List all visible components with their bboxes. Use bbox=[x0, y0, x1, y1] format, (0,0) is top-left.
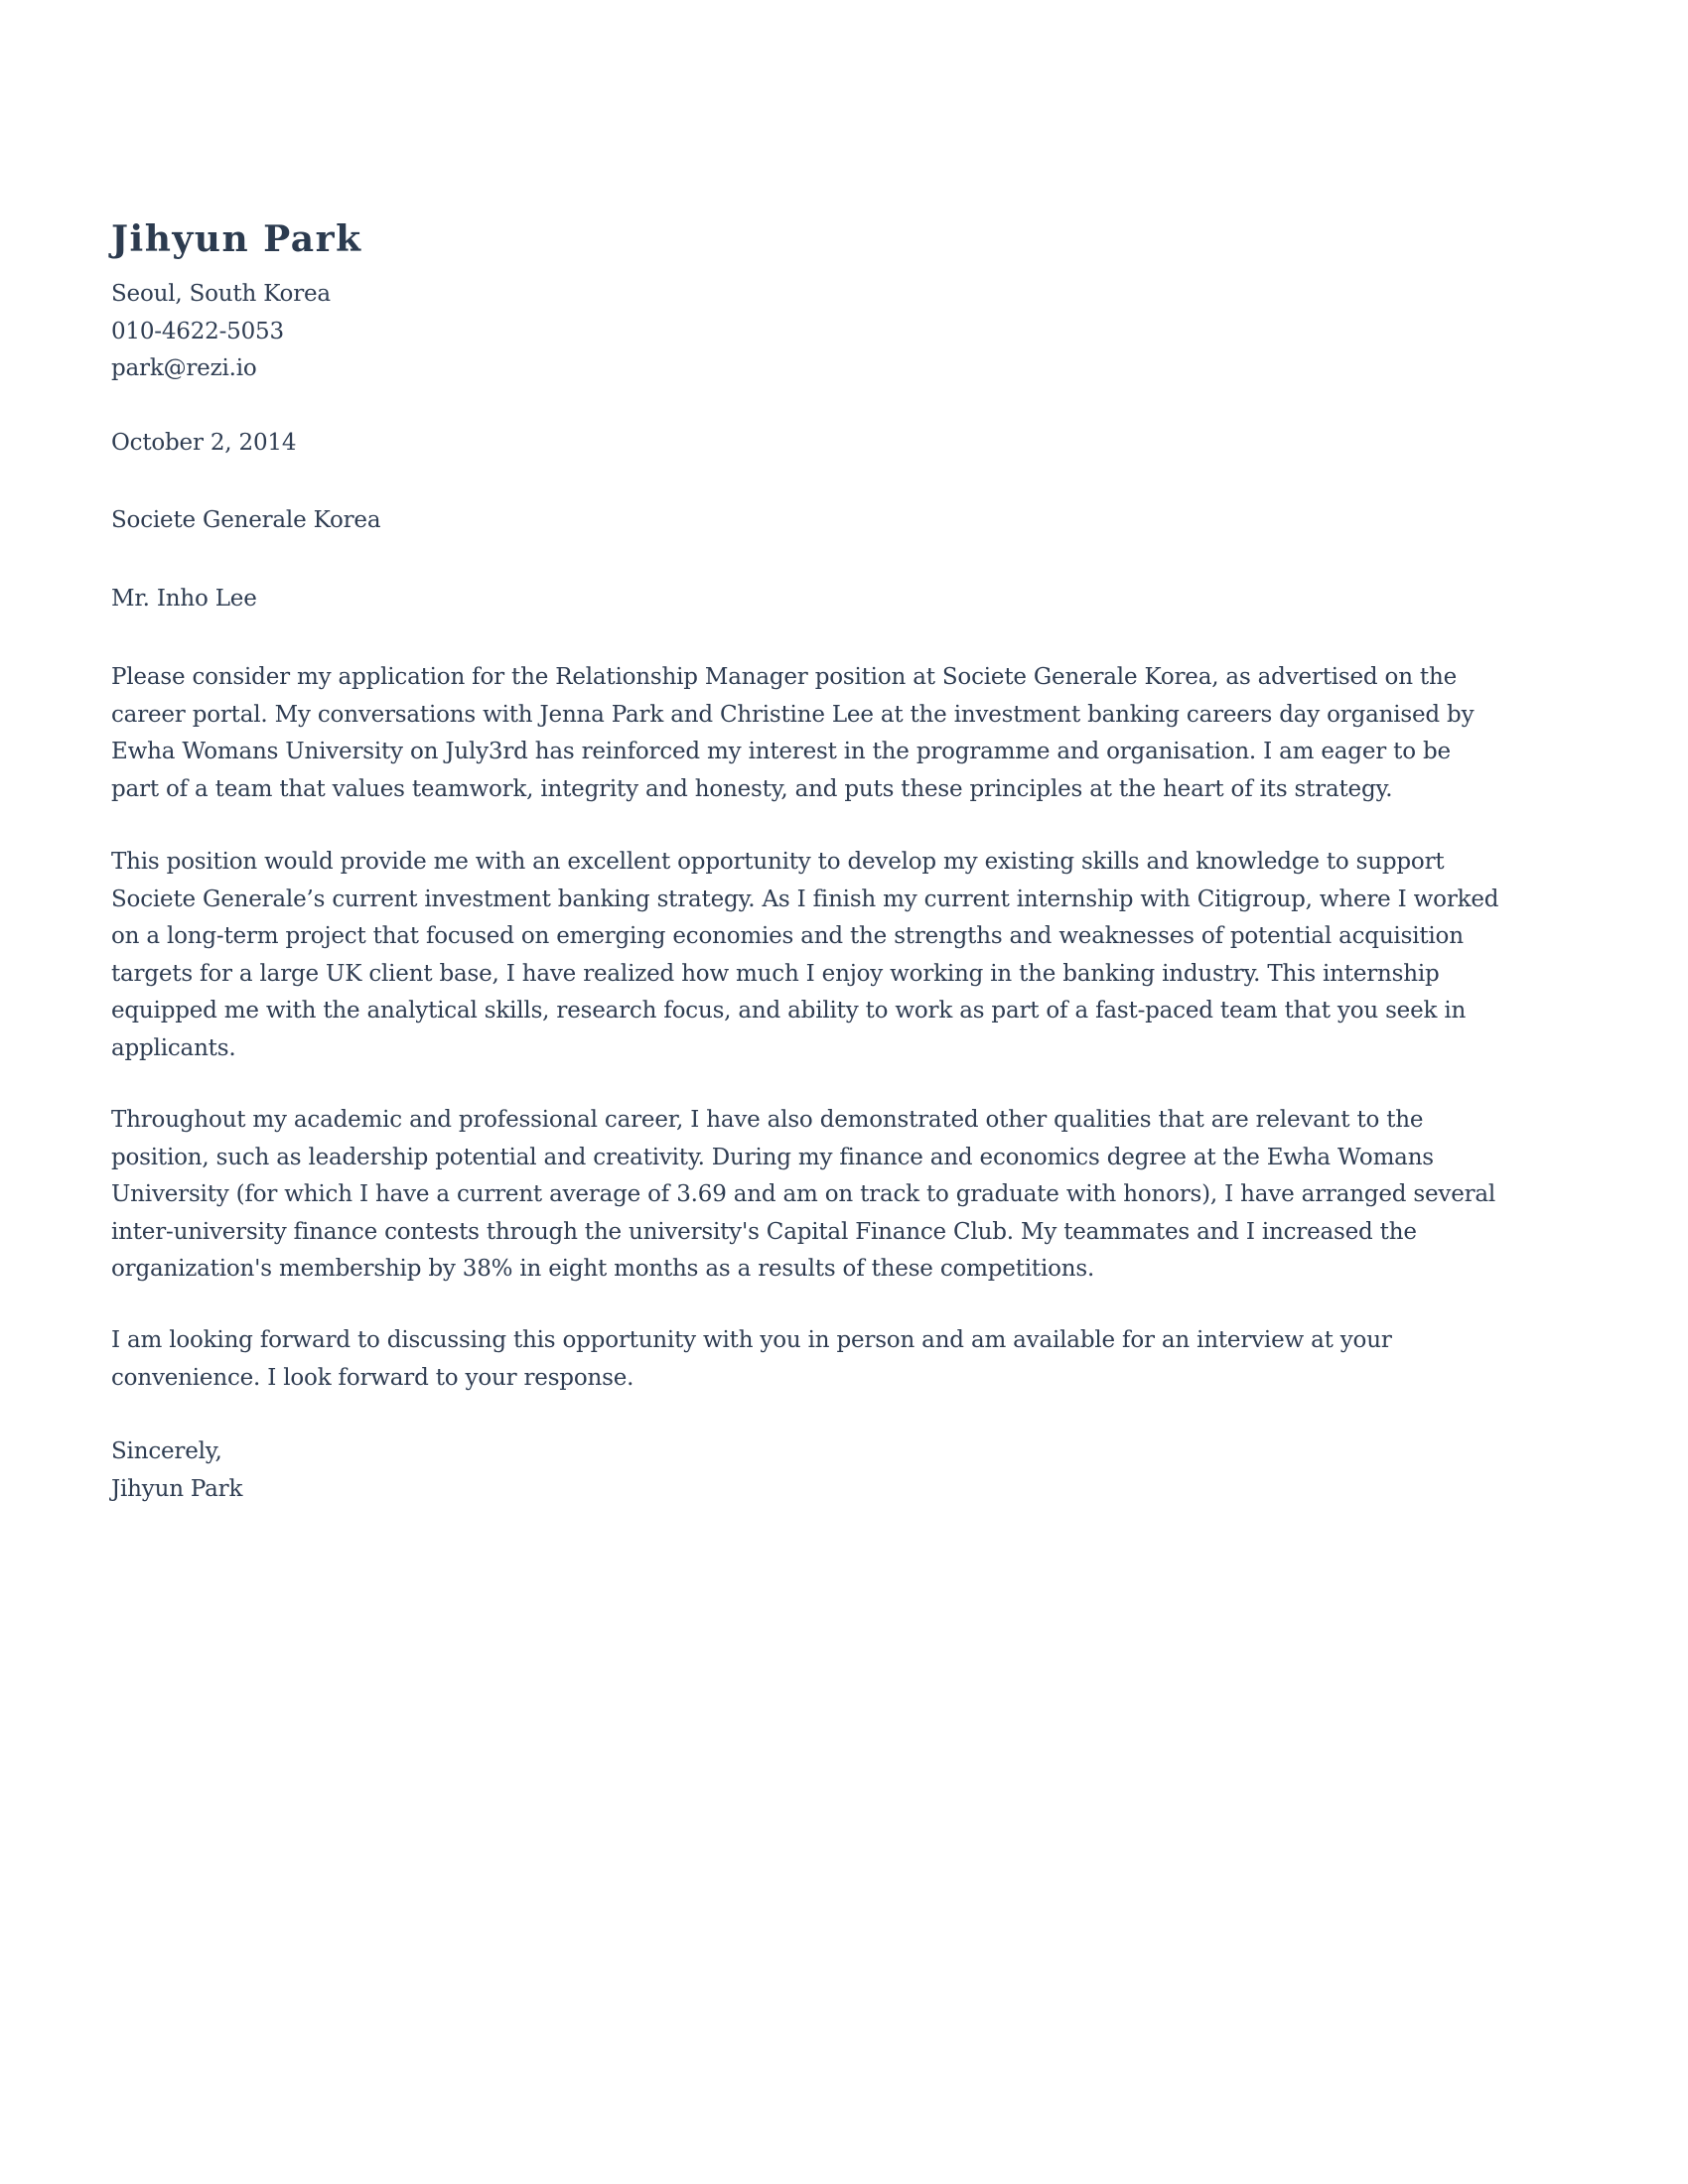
recipient-name: Mr. Inho Lee bbox=[111, 586, 257, 612]
paragraph-line: Throughout my academic and professional career, I have also demonstrated other qualities that are relevant to the bbox=[111, 1107, 1424, 1133]
signature: Jihyun Park bbox=[111, 1475, 243, 1502]
sender-location: Seoul, South Korea bbox=[111, 281, 331, 307]
paragraph-line: inter-university finance contests through the university's Capital Finance Club. My teammates and I increased the bbox=[111, 1218, 1417, 1245]
paragraph-line: on a long-term project that focused on emerging economies and the strengths and weaknesses of potential acquisition bbox=[111, 923, 1464, 949]
paragraph-line: I am looking forward to discussing this opportunity with you in person and am available for an interview at your bbox=[111, 1327, 1392, 1353]
paragraph-line: part of a team that values teamwork, integrity and honesty, and puts these principles at the heart of its strategy. bbox=[111, 775, 1393, 802]
letter-date bbox=[111, 425, 296, 463]
recipient-company-text: Societe Generale Korea bbox=[111, 507, 381, 533]
paragraph-line: University (for which I have a current average of 3.69 and am on track to graduate with honors), I have arranged several bbox=[111, 1181, 1496, 1207]
body-paragraph-4 bbox=[111, 1322, 1392, 1397]
body-paragraph-2 bbox=[111, 844, 1498, 1067]
paragraph-line: This position would provide me with an excellent opportunity to develop my existing skills and knowledge to support bbox=[111, 849, 1445, 875]
recipient-salutation bbox=[111, 581, 257, 618]
paragraph-line: position, such as leadership potential and creativity. During my finance and economics degree at the Ewha Womans bbox=[111, 1144, 1434, 1170]
paragraph-line: applicants. bbox=[111, 1034, 236, 1061]
paragraph-line: convenience. I look forward to your response. bbox=[111, 1364, 634, 1391]
date-text: October 2, 2014 bbox=[111, 430, 297, 456]
paragraph-line: Please consider my application for the Relationship Manager position at Societe Generale Korea, as advertised on the bbox=[111, 664, 1457, 690]
paragraph-line: organization's membership by 38% in eight months as a results of these competitions. bbox=[111, 1256, 1095, 1282]
sender-name: Jihyun Park bbox=[111, 218, 362, 260]
sender-contact-block bbox=[111, 276, 331, 388]
valediction: Sincerely, bbox=[111, 1438, 222, 1464]
body-paragraph-1 bbox=[111, 659, 1474, 808]
recipient-company bbox=[111, 502, 380, 540]
paragraph-line: targets for a large UK client base, I have realized how much I enjoy working in the banking industry. This internship bbox=[111, 960, 1440, 987]
sender-phone: 010-4622-5053 bbox=[111, 318, 284, 344]
sender-email: park@rezi.io bbox=[111, 355, 257, 381]
paragraph-line: Societe Generale’s current investment banking strategy. As I finish my current internship with Citigroup, where I worked bbox=[111, 886, 1499, 912]
paragraph-line: Ewha Womans University on July3rd has reinforced my interest in the programme and organisation. I am eager to be bbox=[111, 739, 1451, 764]
paragraph-line: career portal. My conversations with Jenna Park and Christine Lee at the investment banking careers day organised by bbox=[111, 701, 1475, 728]
body-paragraph-3 bbox=[111, 1102, 1495, 1289]
closing-block bbox=[111, 1433, 242, 1508]
paragraph-line: equipped me with the analytical skills, research focus, and ability to work as part of a fast-paced team that you seek in bbox=[111, 998, 1467, 1024]
